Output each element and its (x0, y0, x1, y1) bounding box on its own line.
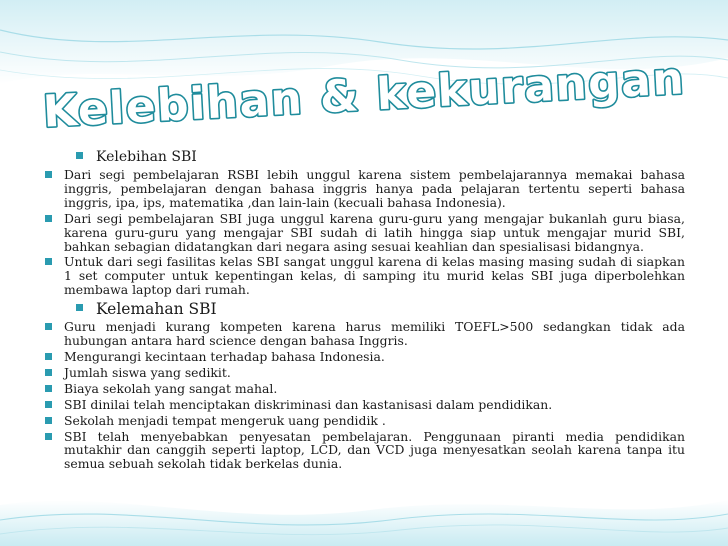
section-heading-kelebihan (0, 148, 728, 166)
list-item (0, 366, 728, 380)
list-item (0, 398, 728, 412)
bullet-icon (76, 304, 83, 311)
slide-title-text: Kelebihan & kekurangan (41, 53, 687, 138)
list-item (0, 320, 728, 348)
list-item-text: Guru menjadi kurang kompeten karena harus memiliki TOEFL>500 sedangkan tidak ada hubungan antara hard science dengan bahasa Inggris. (64, 319, 685, 349)
list-item (0, 430, 728, 472)
list-item-text: SBI telah menyebabkan penyesatan pembelajaran. Penggunaan piranti media pendidikan mutakhir dan canggih seperti laptop, LCD, dan VCD juga menyesatkan seolah karena tanpa itu semua sebuah sekolah tidak berkelas dunia. (64, 428, 685, 472)
bullet-icon (45, 433, 52, 440)
list-item (0, 382, 728, 396)
list-item (0, 255, 728, 297)
bullet-icon (45, 258, 52, 265)
list-item (0, 168, 728, 210)
bullet-icon (45, 401, 52, 408)
section-heading-text: Kelemahan SBI (96, 300, 217, 319)
bullet-icon (45, 353, 52, 360)
list-item (0, 350, 728, 364)
slide-title (0, 50, 728, 140)
list-item (0, 212, 728, 254)
bullet-icon (45, 215, 52, 222)
bullet-icon (45, 323, 52, 330)
list-item-text: Dari segi pembelajaran RSBI lebih unggul karena sistem pembelajarannya memakai bahasa inggris, pembelajaran dengan bahasa inggris hanya pada pelajaran tertentu seperti bahasa inggris, ipa, ips, matematika ,dan lain-lain (kecuali bahasa Indonesia). (64, 167, 685, 210)
section-heading-text: Kelebihan SBI (96, 149, 197, 165)
list-item-text: Untuk dari segi fasilitas kelas SBI sangat unggul karena di kelas masing masing sudah di siapkan 1 set computer untuk kepentingan kelas, di samping itu murid kelas SBI juga diperbolehkan membawa laptop dari rumah. (64, 254, 685, 298)
list-item-text: Mengurangi kecintaan terhadap bahasa Indonesia. (64, 348, 385, 364)
bullet-icon (45, 369, 52, 376)
list-item-text: Biaya sekolah yang sangat mahal. (64, 380, 278, 396)
bullet-icon (45, 417, 52, 424)
list-item-text: Jumlah siswa yang sedikit. (64, 364, 231, 380)
bullet-icon (45, 385, 52, 392)
list-item-text: Sekolah menjadi tempat mengeruk uang pendidik . (64, 412, 386, 428)
section-heading-kelemahan (0, 299, 728, 319)
list-item (0, 414, 728, 428)
bullet-icon (45, 171, 52, 178)
slide-content (0, 148, 728, 473)
list-item-text: Dari segi pembelajaran SBI juga unggul karena guru-guru yang mengajar bukanlah guru biasa, karena guru-guru yang mengajar SBI sudah di latih hingga siap untuk mengajar murid SBI, bahkan sebagian didatangkan dari negara asing sesuai keahlian dan spesialisasi bidangnya. (64, 210, 685, 254)
list-item-text: SBI dinilai telah menciptakan diskriminasi dan kastanisasi dalam pendidikan. (64, 396, 553, 412)
bullet-icon (76, 152, 83, 159)
